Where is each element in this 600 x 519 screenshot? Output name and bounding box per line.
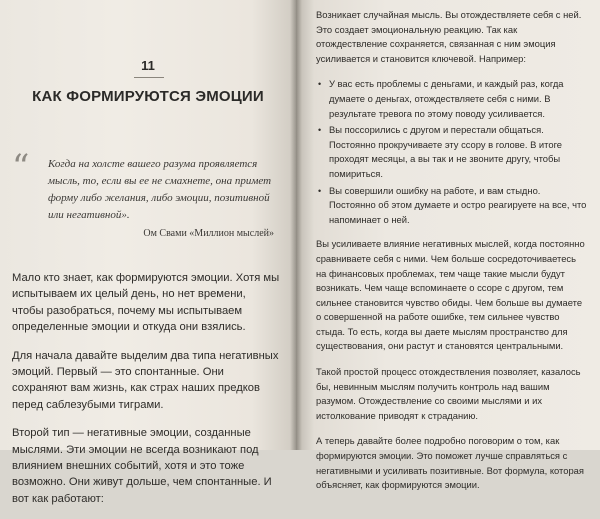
chapter-title: КАК ФОРМИРУЮТСЯ ЭМОЦИИ <box>32 88 264 105</box>
book-gutter <box>290 0 302 450</box>
bullet-icon: • <box>318 79 322 90</box>
paragraph: Для начала давайте выделим два типа негативных эмоций. Первый — это спонтанные. Они сохраняют вам жизнь, как страх наших предков перед саблезубыми тиграми. <box>12 349 279 411</box>
epigraph: Когда на холсте вашего разума проявляется мысль, то, если вы ее не смахнете, она примет форму либо желания, либо эмоции, позитивной или негативной». <box>48 158 272 221</box>
left-page <box>0 0 296 505</box>
quote-mark-icon: “ <box>12 147 30 187</box>
bullet-icon: • <box>318 185 322 196</box>
intro-paragraph: Возникает случайная мысль. Вы отождествляете себя с ней. Это создает эмоциональную реакцию. Так как отождествление сохраняется, связанная с ним эмоция усиливается и становится ключевой. Например: <box>316 9 582 64</box>
list-item <box>316 77 588 121</box>
chapter-number: 11 <box>141 58 155 73</box>
chapter-divider <box>134 77 164 78</box>
paragraph: Второй тип — негативные эмоции, созданные мыслями. Эти эмоции не всегда возникают под влиянием внешних событий, хотя и это тоже возможно. Они живут дольше, чем спонтанные. И вот как работают: <box>12 427 272 505</box>
epigraph-source: Ом Свами «Миллион мыслей» <box>143 228 274 239</box>
list-item-text: Вы совершили ошибку на работе, и вам стыдно. Постоянно об этом думаете и остро реагируете на все, что напоминает о ней. <box>329 184 587 225</box>
right-body-text <box>316 8 588 504</box>
list-item-text: У вас есть проблемы с деньгами, и каждый раз, когда думаете о деньгах, отождествляете себя с ними. В результате тревога по этому поводу усиливается. <box>329 78 564 119</box>
paragraph: Такой простой процесс отождествления позволяет, казалось бы, невинным мыслям получить контроль над вашим разумом. Отождествление со своими мыслями и их истолкование приводят к страданию. <box>316 366 581 421</box>
right-page <box>296 0 600 491</box>
bullet-icon: • <box>318 125 322 136</box>
left-body-text <box>12 270 280 519</box>
list-item-text: Вы поссорились с другом и перестали общаться. Постоянно прокручиваете эту ссору в голове. В итоге проходят месяцы, а вы так и не звоните другу, чтобы помириться. <box>329 124 562 179</box>
example-list <box>316 77 588 227</box>
paragraph: Мало кто знает, как формируются эмоции. Хотя мы испытываем их целый день, но нет времени, чтобы разобраться, почему мы испытываем определенные эмоции и откуда они взялись. <box>12 272 280 334</box>
list-item <box>316 184 588 228</box>
paragraph: А теперь давайте более подробно поговорим о том, как формируются эмоции. Это поможет лучше справляться с негативными и усиливать позитивные. Вот формула, которая объясняет, как формируются эмоции. <box>316 435 584 491</box>
list-item <box>316 123 588 181</box>
paragraph: Вы усиливаете влияние негативных мыслей, когда постоянно сравниваете себя с ними. Чем больше сосредоточиваетесь на финансовых проблемах, тем чаще такие мысли будут возникать. Чем чаще вспоминаете о ссоре с другом, тем сильнее становится чувство обиды. Чем больше вы думаете о совершенной на работе ошибке, тем сильнее чувство стыда. То есть, когда вы даете мыслям пространство для существования, они растут и становятся центральными. <box>316 238 585 352</box>
